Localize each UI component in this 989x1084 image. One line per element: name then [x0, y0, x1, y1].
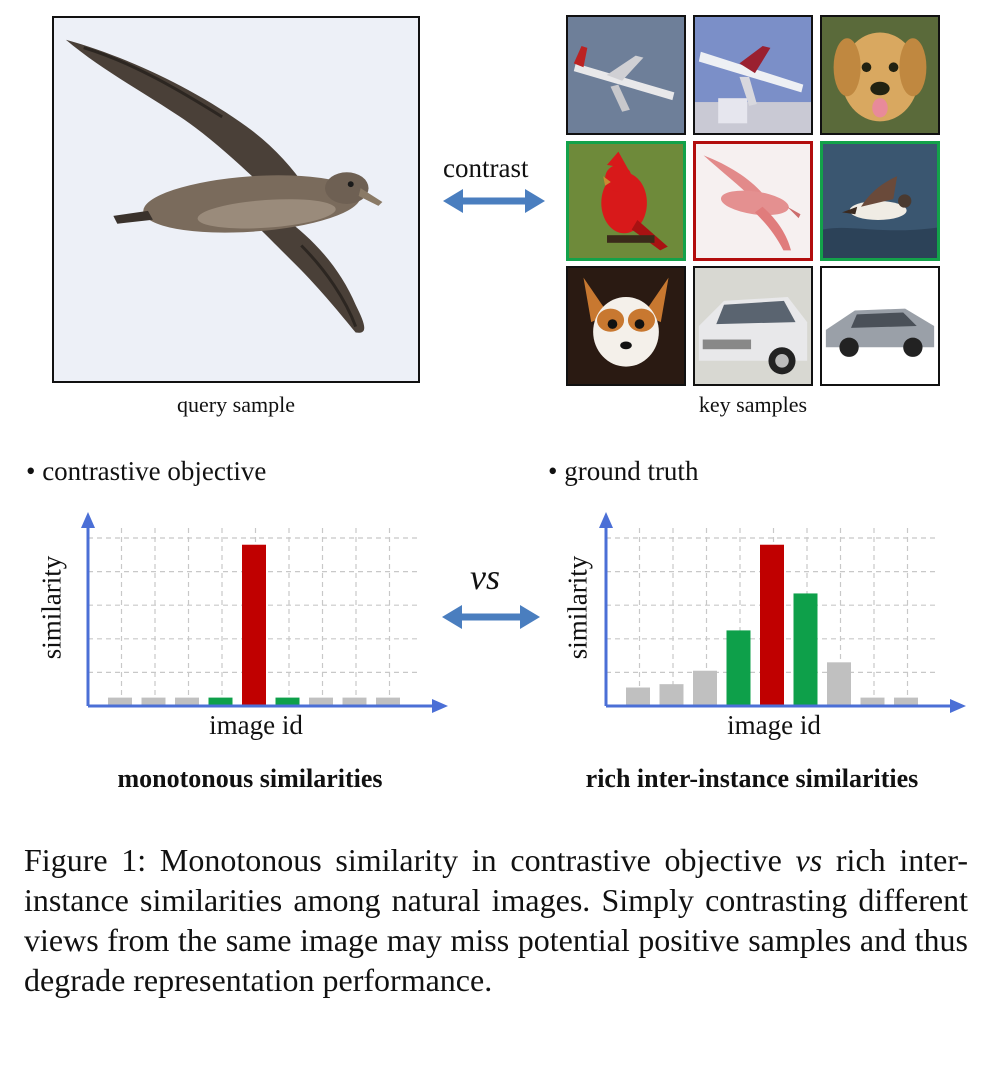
- albatross-illustration: [54, 18, 418, 381]
- car-icon: [822, 268, 938, 384]
- right-bullet-label: • ground truth: [548, 456, 699, 486]
- bar-1: [626, 688, 650, 706]
- contrast-label: contrast: [443, 153, 529, 183]
- x-axis-arrow-icon: [432, 699, 448, 713]
- figure-caption-label: Figure 1:: [24, 842, 147, 878]
- right-chart-caption: rich inter-instance similarities: [585, 764, 919, 793]
- contrast-double-arrow-icon: [443, 186, 545, 216]
- car-icon: [695, 268, 811, 384]
- airplane-icon: [568, 17, 684, 133]
- x-axis-arrow-icon: [950, 699, 966, 713]
- left-ylabel: similarity: [36, 555, 67, 660]
- key-sample-albatross-augmented: [693, 141, 813, 261]
- figure-caption-text-1: Monotonous similarity in contrastive objective: [146, 842, 796, 878]
- query-sample-image: [52, 16, 420, 383]
- bar-3: [693, 671, 717, 706]
- bar-7: [827, 662, 851, 706]
- key-sample-car-2: [820, 266, 940, 386]
- query-caption: query sample: [177, 392, 295, 417]
- key-sample-dog-2: [566, 266, 686, 386]
- right-ylabel: similarity: [562, 555, 593, 660]
- left-bullet-label: • contrastive objective: [26, 456, 267, 486]
- left-similarity-chart: [70, 512, 450, 716]
- dog-icon: [568, 268, 684, 384]
- key-caption: key samples: [698, 392, 808, 417]
- y-axis-arrow-icon: [599, 512, 613, 528]
- key-sample-cardinal-positive: [566, 141, 686, 261]
- bar-2: [660, 684, 684, 706]
- airplane-icon: [695, 17, 811, 133]
- bird-on-water-icon: [823, 144, 937, 258]
- key-sample-airplane-2: [693, 15, 813, 135]
- y-axis-arrow-icon: [81, 512, 95, 528]
- key-sample-airplane-1: [566, 15, 686, 135]
- key-sample-dog-1: [820, 15, 940, 135]
- cardinal-bird-icon: [569, 144, 683, 258]
- figure-caption: [24, 840, 968, 1000]
- dog-icon: [822, 17, 938, 133]
- figure-caption-italic: vs: [795, 842, 823, 878]
- bar-5: [242, 545, 266, 706]
- left-chart-caption: monotonous similarities: [117, 764, 383, 793]
- key-sample-bird-water-positive: [820, 141, 940, 261]
- bar-6: [794, 593, 818, 706]
- key-sample-car-1: [693, 266, 813, 386]
- albatross-icon: [696, 144, 810, 258]
- left-xlabel: image id: [209, 710, 303, 740]
- vs-label: vs: [470, 557, 500, 597]
- right-xlabel: image id: [727, 710, 821, 740]
- bar-5: [760, 545, 784, 706]
- right-similarity-chart: [588, 512, 968, 716]
- vs-double-arrow-icon: [442, 602, 540, 632]
- bar-4: [727, 630, 751, 706]
- figure-caption-text-2: rich inter-instance similarities among natural images. Simply contrasting different views from the same image may miss potential positive samples and thus degrade representation performance.: [24, 842, 969, 998]
